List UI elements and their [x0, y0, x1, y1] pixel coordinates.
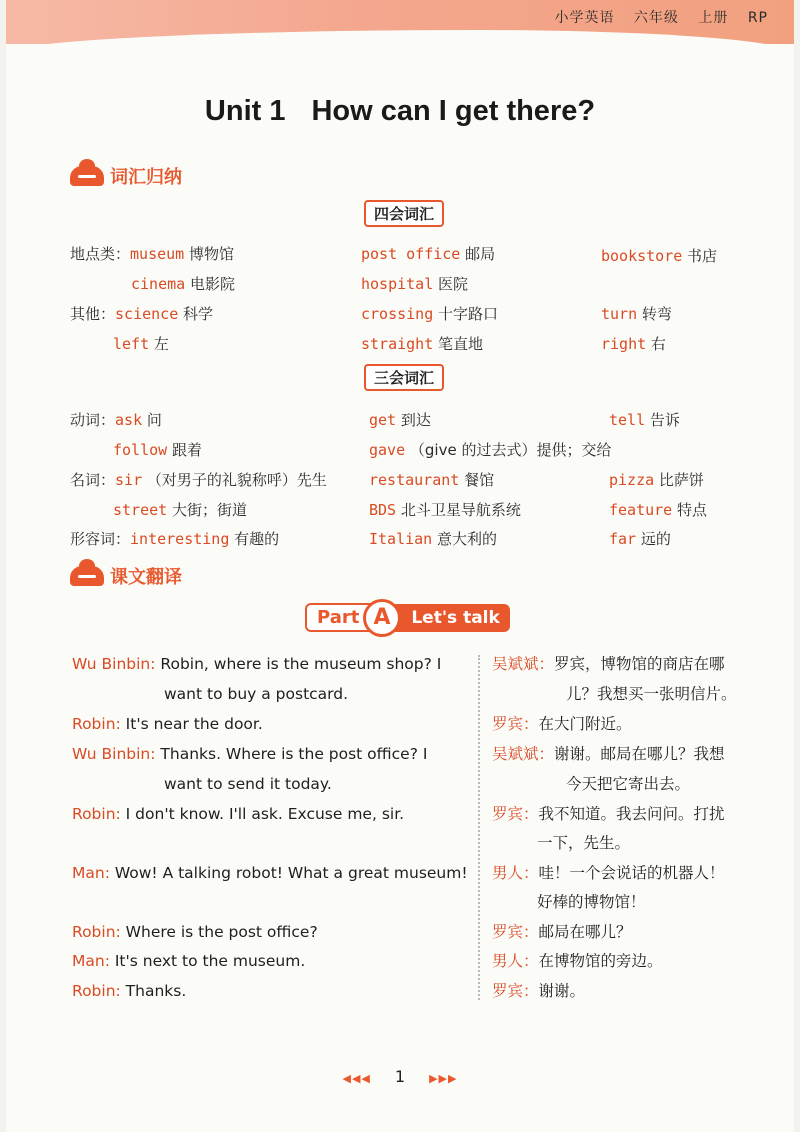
header-subject: 小学英语 [554, 10, 615, 26]
vocab-row: far 远的 [609, 530, 671, 548]
dialogue-line: want to buy a postcard. [164, 685, 349, 703]
vocab-row: street 大街；街道 [113, 501, 247, 519]
vocab-row: feature 特点 [609, 501, 707, 519]
vocab-row: gave （give 的过去式）提供；交给 [369, 441, 612, 459]
vocab-row: turn 转弯 [601, 305, 672, 323]
vocab-row: 动词：ask 问 [70, 411, 162, 429]
vocab-row: crossing 十字路口 [361, 305, 499, 323]
vocab-row: 其他：science 科学 [70, 305, 214, 323]
header-grade: 六年级 [633, 10, 679, 26]
vocab-row: 地点类：museum 博物馆 [70, 245, 234, 263]
dialogue-line-cn: 吴斌斌：谢谢。邮局在哪儿？我想 [492, 745, 725, 763]
vocab-row: left 左 [113, 335, 169, 353]
dialogue-line-cn: 罗宾：谢谢。 [492, 982, 586, 1000]
section-vocab-label: 词汇归纳 [110, 167, 182, 188]
vocab-row: BDS 北斗卫星导航系统 [369, 501, 521, 519]
dialogue-line: Man: It's next to the museum. [72, 952, 306, 970]
part-word: Part [305, 603, 391, 632]
prev-arrows-icon: ◀◀◀ [342, 1072, 371, 1085]
dialogue-line-cn: 儿？我想买一张明信片。 [566, 685, 737, 703]
part-banner [305, 603, 510, 632]
dialogue-line: Robin: Thanks. [72, 982, 187, 1000]
header-info [540, 7, 768, 27]
part-letter-badge: A [363, 599, 401, 637]
vocab-row: follow 跟着 [113, 441, 202, 459]
cloud-icon [70, 166, 104, 186]
dialogue-line: Man: Wow! A talking robot! What a great museum! [72, 864, 468, 882]
dialogue-line-cn: 男人：哇！一个会说话的机器人！ [492, 864, 725, 882]
vocab-row: restaurant 餐馆 [369, 471, 495, 489]
vocab-row: 名词：sir （对男子的礼貌称呼）先生 [70, 471, 327, 489]
part-title: Let's talk [391, 604, 509, 632]
vocab-row: post office 邮局 [361, 245, 496, 263]
section-translation-label: 课文翻译 [110, 567, 182, 588]
vocab-row: cinema 电影院 [131, 275, 235, 293]
vocab-row: get 到达 [369, 411, 431, 429]
sub-heading-three-skill: 三会词汇 [364, 364, 444, 391]
dialogue-line-cn: 男人：在博物馆的旁边。 [492, 952, 663, 970]
dialogue-line: Robin: Where is the post office? [72, 923, 318, 941]
section-translation-heading [70, 563, 182, 589]
dialogue-line: Robin: It's near the door. [72, 715, 263, 733]
dialogue-line-cn: 一下，先生。 [537, 834, 631, 852]
section-vocab-heading [70, 163, 182, 189]
column-divider [478, 655, 480, 1000]
dialogue-line-cn: 吴斌斌：罗宾，博物馆的商店在哪 [492, 655, 725, 673]
dialogue-line-cn: 好棒的博物馆！ [537, 893, 646, 911]
vocab-row: bookstore 书店 [601, 247, 718, 265]
dialogue-line-cn: 罗宾：在大门附近。 [492, 715, 632, 733]
vocab-row: hospital 医院 [361, 275, 469, 293]
vocab-row: 形容词：interesting 有趣的 [70, 530, 280, 548]
dialogue-line-cn: 罗宾：邮局在哪儿？ [492, 923, 632, 941]
dialogue-line: Robin: I don't know. I'll ask. Excuse me, sir. [72, 805, 405, 823]
dialogue-line: want to send it today. [164, 775, 332, 793]
dialogue-line: Wu Binbin: Thanks. Where is the post office? I [72, 745, 428, 763]
dialogue-line-cn: 今天把它寄出去。 [566, 775, 691, 793]
header-edition: RP [747, 10, 768, 26]
sub-heading-four-skill: 四会词汇 [364, 200, 444, 227]
unit-number: Unit 1 [204, 95, 286, 127]
vocab-row: right 右 [601, 335, 666, 353]
vocab-row: straight 笔直地 [361, 335, 484, 353]
dialogue-line: Wu Binbin: Robin, where is the museum shop? I [72, 655, 442, 673]
dialogue-line-cn: 罗宾：我不知道。我去问问。打扰 [492, 805, 725, 823]
cloud-icon [70, 566, 104, 586]
vocab-row: Italian 意大利的 [369, 530, 497, 548]
page-title [0, 95, 800, 128]
page-footer [0, 1067, 800, 1086]
header-volume: 上册 [698, 10, 729, 26]
page-number: 1 [394, 1067, 406, 1086]
unit-question: How can I get there? [311, 95, 596, 127]
vocab-row: tell 告诉 [609, 411, 680, 429]
next-arrows-icon: ▶▶▶ [429, 1072, 458, 1085]
vocab-row: pizza 比萨饼 [609, 471, 704, 489]
